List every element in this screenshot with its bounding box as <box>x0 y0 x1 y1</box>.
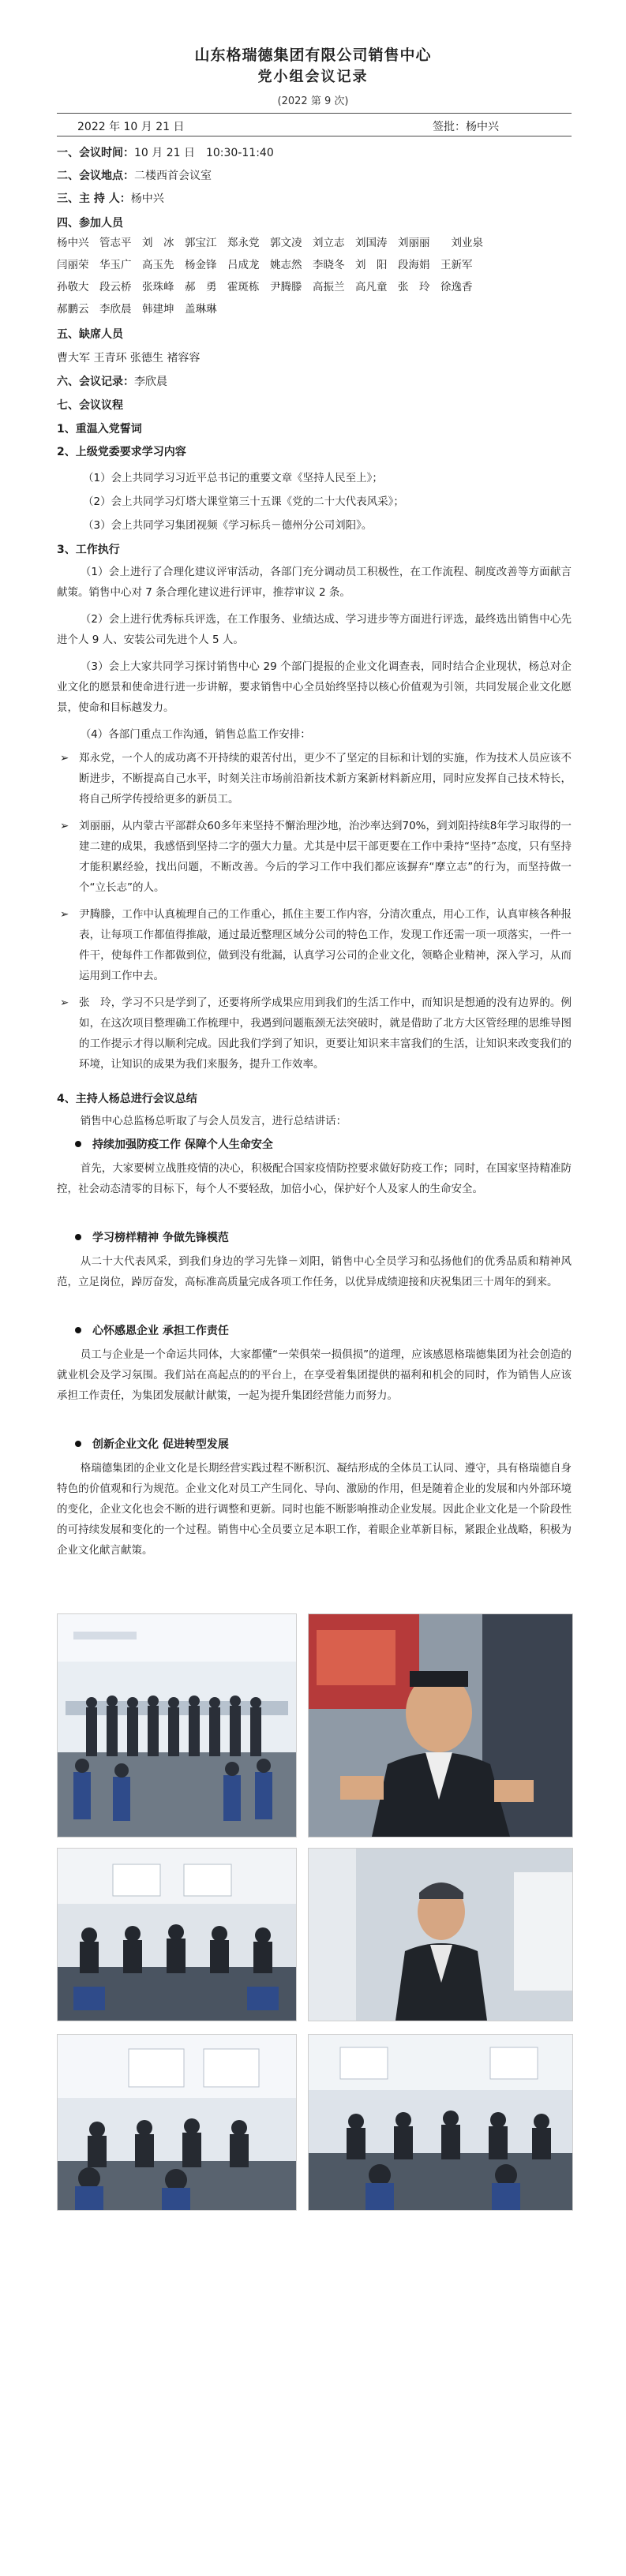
absent-heading: 五、缺席人员 <box>57 328 123 341</box>
signer: 签批：杨中兴 <box>433 121 499 133</box>
bullet-dot-icon <box>75 1141 81 1147</box>
summary-paragraph: 首先，大家要树立战胜疫情的决心，积极配合国家疫情防控要求做好防疫工作；同时，在国家坚持精准防控，社会动态清零的目标下，每个人不要轻敌，加倍小心，保护好个人及家人的生命安全。 <box>57 1162 572 1195</box>
bullet-dot-icon <box>75 1441 81 1447</box>
summary-subheading: 学习榜样精神 争做先锋模范 <box>75 1229 229 1245</box>
host-row: 三、主 持 人：杨中兴 <box>57 193 164 205</box>
meeting-room-photo-3 <box>308 2034 573 2211</box>
study-item: （1）会上共同学习习近平总书记的重要文章《坚持人民至上》； <box>83 472 383 484</box>
organization-name: 山东格瑞德集团有限公司销售中心 <box>194 47 432 64</box>
speaker-remark-item: ➢ 郑永党，一个人的成功离不开持续的艰苦付出，更少不了坚定的目标和计划的实施，作为技术人员应该不断进步，不断提高自己水平，时刻关注市场前沿新技术新方案新材料新应用，同时应发挥自己技术特长，将自己所学传授给更多的新员工。 <box>57 748 572 809</box>
bullet-dot-icon <box>75 1234 81 1240</box>
work-paragraph-1: （1）会上进行了合理化建议评审活动，各部门充分调动员工积极性，在工作流程、制度改善等方面献言献策。销售中心对 7 条合理化建议进行评审，推荐审议 2 条。 <box>57 566 572 599</box>
group-standing-photo <box>57 1613 297 1838</box>
summary-paragraph: 从二十大代表风采，到我们身边的学习先锋－刘阳，销售中心全员学习和弘扬他们的优秀品质和精神风范，立足岗位，踔厉奋发，高标准高质量完成各项工作任务，以优异成绩迎接和庆祝集团三十周年的到来。 <box>57 1255 572 1288</box>
serial-number: (2022 第 9 次) <box>277 95 349 107</box>
meeting-room-photo-2 <box>57 2034 297 2211</box>
agenda-heading: 七、会议议程 <box>57 399 123 412</box>
work-paragraph-3: （3）会上大家共同学习探讨销售中心 29 个部门提报的企业文化调查表，同时结合企业现状，杨总对企业文化的愿景和使命进行进一步讲解，要求销售中心全员始终坚持以核心价值观为引领，共同发展企业文化愿景，使命和目标越发力。 <box>57 660 572 714</box>
attendees-line: 郝鹏云 李欣晨 韩建坤 盖琳琳 <box>57 303 217 316</box>
summary-paragraph: 员工与企业是一个命运共同体，大家都懂“一荣俱荣一损俱损”的道理，应该感恩格瑞德集团为社会创造的就业机会及学习氛围。我们站在高起点的的平台上，在享受着集团提供的福利和机会的同时，作为销售人应该承担工作责任，为集团发展献计献策，一起为提升集团经营能力而努力。 <box>57 1348 572 1402</box>
summary-intro: 销售中心总监杨总听取了与会人员发言，进行总结讲话： <box>80 1115 347 1127</box>
study-item: （2）会上共同学习灯塔大课堂第三十五课《党的二十大代表风采》； <box>83 495 404 508</box>
attendees-heading: 四、参加人员 <box>57 217 123 230</box>
top-divider <box>57 113 572 114</box>
document-title: 党小组会议记录 <box>257 69 369 85</box>
meeting-time-row: 一、会议时间：10 月 21 日 10:30-11:40 <box>57 147 274 159</box>
summary-subheading: 心怀感恩企业 承担工作责任 <box>75 1322 229 1338</box>
recorder-row: 六、会议记录：李欣晨 <box>57 376 167 388</box>
speaker-standing-photo <box>308 1848 573 2021</box>
attendees-line: 闫丽荣 华玉广 高玉先 杨金锋 吕成龙 姚志然 李晓冬 刘 阳 段海娟 王新军 <box>57 259 473 271</box>
summary-subheading: 持续加强防疫工作 保障个人生命安全 <box>75 1136 273 1152</box>
summary-paragraph: 格瑞德集团的企业文化是长期经营实践过程不断积沉、凝结形成的全体员工认同、遵守，具有格瑞德自身特色的价值观和行为规范。企业文化对员工产生同化、导向、激励的作用，但是随着企业的发展和内外部环境的变化，企业文化也会不断的进行调整和更新。同时也能不断影响推动企业发展。因此企业文化是一个阶段性的可持续发展和变化的一个过程。销售中心全员要立足本职工作，着眼企业革新目标，紧跟企业战略，积极为企业文化献言献策。 <box>57 1462 572 1557</box>
absent-list: 曹大军 王青环 张德生 褚容容 <box>57 352 201 365</box>
agenda-item-4: 4、主持人杨总进行会议总结 <box>57 1093 197 1105</box>
agenda-item-2: 2、上级党委要求学习内容 <box>57 446 186 458</box>
agenda-item-1: 1、重温入党誓词 <box>57 423 142 436</box>
meeting-date: 2022 年 10 月 21 日 <box>77 121 185 133</box>
study-item: （3）会上共同学习集团视频《学习标兵－德州分公司刘阳》。 <box>83 519 373 532</box>
work-paragraph-2: （2）会上进行优秀标兵评选，在工作服务、业绩达成、学习进步等方面进行评选，最终选出销售中心先进个人 9 人、安装公司先进个人 5 人。 <box>57 613 572 646</box>
meeting-location-row: 二、会议地点：二楼西首会议室 <box>57 170 212 182</box>
bullet-dot-icon <box>75 1327 81 1333</box>
attendees-line: 孙敬大 段云桥 张珠峰 郝 勇 霍斑栋 尹腾滕 高振兰 高凡童 张 玲 徐逸香 <box>57 281 473 293</box>
summary-subheading: 创新企业文化 促进转型发展 <box>75 1436 229 1452</box>
speaker-remark-item: ➢ 张 玲，学习不只是学到了，还要将所学成果应用到我们的生活工作中，而知识是想通的没有边界的。例如，在这次项目整理确工作梳理中，我遇到问题瓶颈无法突破时，就是借助了北方大区管经理的思维导图的工作提示才得以顺利完成。因此我们学到了知识，更要让知识来丰富我们的生活，让知识来改变我们的环境，让知识的成果为我们来服务，提升工作效率。 <box>57 993 572 1075</box>
speaker-remark-item: ➢ 刘丽丽，从内蒙古平部群众60多年来坚持不懈治理沙地，治沙率达到70%，到刘阳持续8年学习取得的一建二建的成果，我感悟到坚持二字的强大力量。尤其是中层干部更要在工作中秉持“坚持”态度，只有坚持才能积累经验，找出问题，不断改善。今后的学习工作中我们都应该摒弃“摩立志”的行为，而坚持做一个“立长志”的人。 <box>57 816 572 898</box>
attendees-line: 杨中兴 管志平 刘 冰 郭宝江 郑永党 郭文凌 刘立志 刘国涛 刘丽丽 刘业泉 <box>57 237 483 249</box>
work-paragraph-4: （4）各部门重点工作沟通，销售总监工作安排： <box>80 728 311 741</box>
speaker-closeup-photo <box>308 1613 573 1838</box>
attendees-list <box>57 232 578 320</box>
agenda-item-3: 3、工作执行 <box>57 544 120 556</box>
meeting-room-photo-1 <box>57 1848 297 2021</box>
speaker-remark-item: ➢ 尹腾滕，工作中认真梳理自己的工作重心，抓住主要工作内容，分清次重点，用心工作，认真审核各种报表，让每项工作都值得推敲，通过最近整理区域分公司的特色工作，发现工作还需一项一项落实，一件一件干，使每件工作都做到位，做到没有纰漏，认真学习公司的企业文化，领略企业精神，深入学习，从而运用到工作中去。 <box>57 904 572 986</box>
